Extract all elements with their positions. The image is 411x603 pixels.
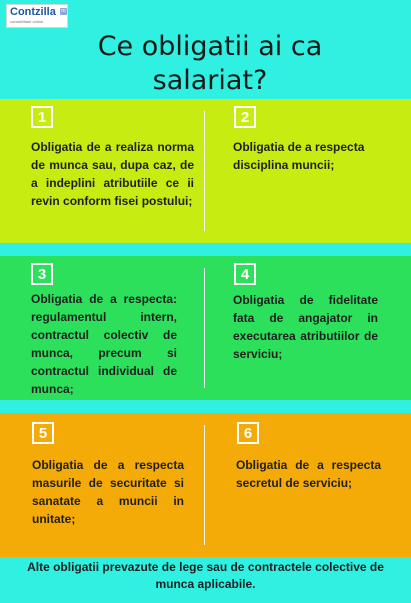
obligation-text-5: Obligatia de a respecta masurile de securitate si sanatate a muncii in unitate;	[32, 458, 184, 526]
row-divider-2	[204, 268, 205, 388]
page-title: Ce obligatii ai ca salariat?	[97, 31, 323, 96]
obligation-text-4: Obligatia de fidelitate fata de angajator in executarea atributiilor de serviciu;	[233, 293, 378, 361]
row-divider-1	[204, 111, 205, 231]
number-badge-1: 1	[31, 106, 53, 128]
footer-note: Alte obligatii prevazute de lege sau de contractele colective de munca aplicabile.	[27, 560, 384, 591]
obligation-text-6: Obligatia de a respecta secretul de serviciu;	[236, 458, 381, 490]
number-badge-2: 2	[234, 106, 256, 128]
logo-tagline: contabilitate online	[10, 19, 44, 24]
logo-name: Contzilla	[10, 6, 56, 18]
number-badge-4: 4	[234, 263, 256, 285]
contzilla-logo	[6, 4, 68, 28]
number-badge-6: 6	[237, 422, 259, 444]
number-badge-5: 5	[32, 422, 54, 444]
obligation-text-3: Obligatia de a respecta: regulamentul intern, contractul colectiv de munca, precum si contractul individual de munca;	[31, 292, 177, 396]
obligation-text-2: Obligatia de a respecta disciplina muncii;	[233, 140, 365, 172]
obligation-text-1: Obligatia de a realiza norma de munca sau, dupa caz, de a indeplini atributiile ce ii revin conform fisei postului;	[31, 140, 194, 208]
row-divider-3	[204, 425, 205, 545]
number-badge-3: 3	[31, 263, 53, 285]
logo-badge: ro	[61, 8, 66, 14]
